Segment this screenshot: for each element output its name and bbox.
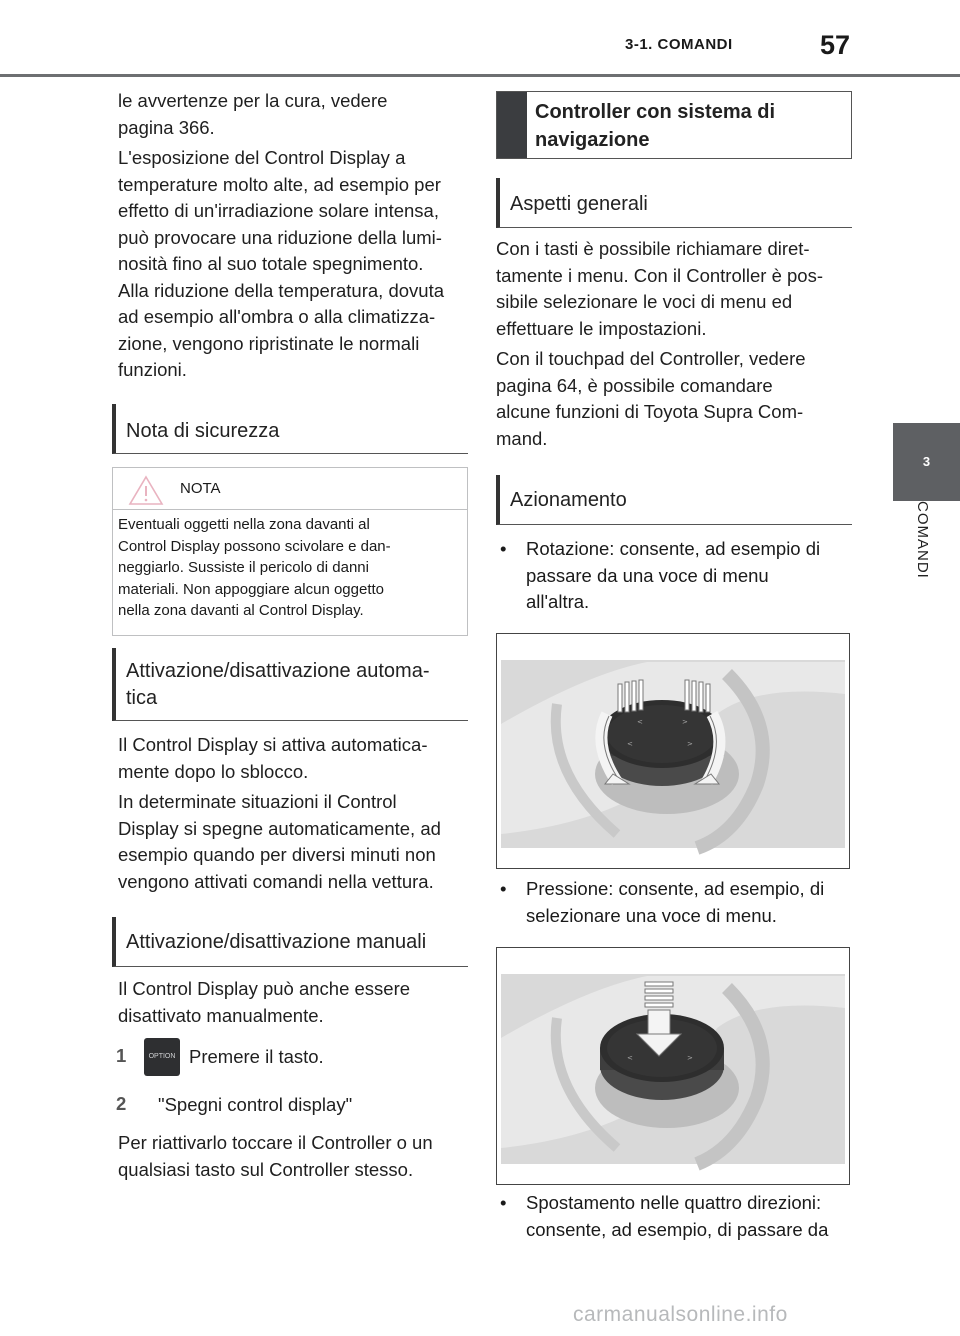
bullet-marker: • bbox=[500, 1192, 507, 1213]
text-line: mente dopo lo sblocco. bbox=[118, 760, 309, 782]
text-line: L'esposizione del Control Display a bbox=[118, 147, 406, 168]
section-heading-auto bbox=[112, 648, 468, 721]
text-line: vengono attivati comandi nella vettura. bbox=[118, 870, 434, 892]
bullet-marker: • bbox=[500, 878, 507, 899]
text-line: selezionare una voce di menu. bbox=[526, 904, 777, 926]
header-rule bbox=[0, 74, 960, 77]
auto-paragraph-1 bbox=[118, 732, 468, 785]
text-line: Alla riduzione della temperatura, dovuta bbox=[118, 279, 444, 301]
note-divider bbox=[112, 509, 468, 510]
svg-text:>: > bbox=[682, 718, 688, 726]
note-line: neggiarlo. Sussiste il pericolo di danni bbox=[118, 559, 369, 576]
text-line: Spostamento nelle quattro direzioni: bbox=[526, 1192, 822, 1213]
step-text: Premere il tasto. bbox=[189, 1046, 324, 1067]
text-line: può provocare una riduzione della lumi- bbox=[118, 226, 442, 248]
note-line: materiali. Non appoggiare alcun oggetto bbox=[118, 580, 385, 598]
text-line: effettuare le impostazioni. bbox=[496, 317, 707, 339]
text-line: le avvertenze per la cura, vedere bbox=[118, 90, 388, 111]
text-line: sibile selezionare le voci di menu ed bbox=[496, 291, 793, 312]
step-number: 2 bbox=[116, 1093, 127, 1114]
figure-controller-press bbox=[496, 947, 850, 1185]
heading-line: navigazione bbox=[535, 129, 650, 151]
bullet-text bbox=[526, 536, 820, 616]
text-line: ad esempio all'ombra o alla climatizza- bbox=[118, 306, 436, 327]
reactivation-paragraph bbox=[118, 1130, 468, 1183]
note-line: Eventuali oggetti nella zona davanti al bbox=[118, 516, 370, 533]
section-heading-text: Azionamento bbox=[510, 489, 627, 511]
note-line: nella zona davanti al Control Display. bbox=[118, 602, 364, 619]
running-header-section: 3-1. COMANDI bbox=[625, 36, 733, 53]
option-button-icon: OPTION bbox=[144, 1038, 180, 1076]
bullet-marker: • bbox=[500, 538, 507, 559]
section-heading-text: Nota di sicurezza bbox=[126, 420, 280, 442]
step-text: "Spegni control display" bbox=[158, 1094, 353, 1115]
bullet-rotation bbox=[500, 536, 850, 616]
text-line: qualsiasi tasto sul Controller stesso. bbox=[118, 1158, 414, 1180]
text-line: pagina 64, è possibile comandare bbox=[496, 374, 773, 396]
note-line: Control Display possono scivolare e dan- bbox=[118, 537, 391, 555]
chapter-heading-box bbox=[496, 91, 852, 159]
site-watermark: carmanualsonline.info bbox=[573, 1303, 788, 1326]
text-line: Il Control Display si attiva automatica- bbox=[118, 734, 428, 755]
section-heading-manual bbox=[112, 917, 468, 967]
text-line: mand. bbox=[496, 427, 548, 449]
text-line: disattivato manualmente. bbox=[118, 1004, 324, 1026]
text-line: Con il touchpad del Controller, vedere bbox=[496, 348, 806, 369]
bullet-press bbox=[500, 876, 850, 930]
text-line: zione, vengono ripristinate le normali bbox=[118, 332, 420, 354]
figure-controller-rotation bbox=[496, 633, 850, 869]
text-line: tamente i menu. Con il Controller è pos- bbox=[496, 264, 823, 286]
text-line: Con i tasti è possibile richiamare diret- bbox=[496, 238, 810, 259]
text-line: funzioni. bbox=[118, 359, 187, 380]
page-number: 57 bbox=[820, 30, 851, 60]
text-line: passare da una voce di menu bbox=[526, 564, 769, 586]
bullet-text bbox=[526, 1190, 828, 1243]
controller-rotation-illustration bbox=[497, 634, 849, 868]
note-title: NOTA bbox=[180, 480, 221, 497]
section-heading-line: Attivazione/disattivazione automa- bbox=[126, 660, 430, 682]
text-line: pagina 366. bbox=[118, 116, 215, 138]
svg-text:<: < bbox=[627, 740, 633, 748]
heading-line: Controller con sistema di bbox=[535, 101, 776, 123]
text-line: Rotazione: consente, ad esempio di bbox=[526, 538, 821, 559]
section-heading-general bbox=[496, 178, 852, 228]
display-temperature-paragraph bbox=[118, 145, 468, 384]
section-heading-text: Aspetti generali bbox=[510, 193, 648, 215]
warning-triangle-icon bbox=[128, 474, 164, 506]
chapter-heading-text bbox=[535, 98, 845, 154]
bullet-four-directions bbox=[500, 1190, 850, 1244]
chapter-tab-text: COMANDI bbox=[914, 501, 931, 579]
text-line: effetto di un'irradiazione solare intensa, bbox=[118, 200, 439, 221]
svg-text:>: > bbox=[687, 740, 693, 748]
section-heading-operation bbox=[496, 475, 852, 525]
text-line: alcune funzioni di Toyota Supra Com- bbox=[496, 401, 804, 422]
note-text bbox=[118, 514, 458, 622]
text-line: all'altra. bbox=[526, 591, 590, 612]
svg-text:>: > bbox=[687, 1054, 693, 1062]
text-line: In determinate situazioni il Control bbox=[118, 791, 397, 812]
chapter-tab-label bbox=[893, 501, 960, 627]
bullet-text bbox=[526, 876, 824, 929]
text-line: esempio quando per diversi minuti non bbox=[118, 844, 436, 865]
section-heading-line: tica bbox=[126, 687, 158, 709]
text-line: temperature molto alte, ad esempio per bbox=[118, 173, 441, 195]
controller-press-illustration bbox=[497, 948, 849, 1184]
heading-accent-bar bbox=[497, 92, 527, 158]
text-line: consente, ad esempio, di passare da bbox=[526, 1218, 829, 1240]
text-line: Per riattivarlo toccare il Controller o un bbox=[118, 1132, 433, 1153]
svg-text:<: < bbox=[637, 718, 643, 726]
general-paragraph-1 bbox=[496, 236, 852, 342]
general-paragraph-2 bbox=[496, 346, 852, 452]
section-heading-safety bbox=[112, 404, 468, 454]
svg-text:<: < bbox=[627, 1054, 633, 1062]
text-line: Il Control Display può anche essere bbox=[118, 978, 411, 999]
text-line: Pressione: consente, ad esempio, di bbox=[526, 878, 825, 899]
text-line: Display si spegne automaticamente, ad bbox=[118, 817, 441, 839]
chapter-tab-number: 3 bbox=[893, 423, 960, 501]
text-line: nosità fino al suo totale spegnimento. bbox=[118, 253, 424, 274]
section-heading-text: Attivazione/disattivazione manuali bbox=[126, 931, 427, 953]
auto-paragraph-2 bbox=[118, 789, 468, 895]
manual-paragraph bbox=[118, 976, 468, 1029]
intro-paragraph bbox=[118, 88, 468, 141]
step-number: 1 bbox=[116, 1045, 127, 1066]
